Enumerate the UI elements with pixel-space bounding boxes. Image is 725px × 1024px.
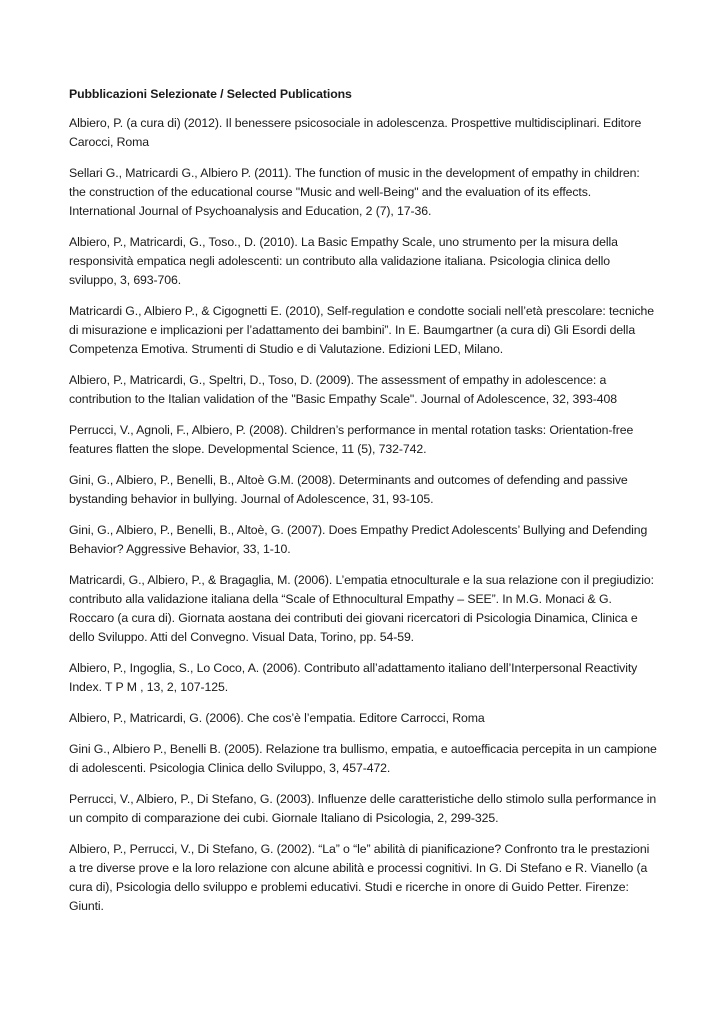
publication-entry: Perrucci, V., Agnoli, F., Albiero, P. (2008). Children’s performance in mental rotation tasks: Orientation-free features flatten the slope. Developmental Science, 11 (5), 732-742. — [69, 423, 634, 456]
publication-entry: Gini G., Albiero P., Benelli B. (2005). Relazione tra bullismo, empatia, e autoefficacia percepita in un campione di adolescenti. Psicologia Clinica dello Sviluppo, 3, 457-472. — [69, 742, 657, 775]
publication-entry: Matricardi, G., Albiero, P., & Bragaglia, M. (2006). L’empatia etnoculturale e la sua relazione con il pregiudizio: contributo alla validazione italiana della “Scale of Ethnocultural Empathy – SEE”. In M.G. Monaci & G. Roccaro (a cura di). Giornata aostana dei contributi dei giovani ricercatori di Psicologia Dinamica, Clinica e dello Sviluppo. Atti del Convegno. Visual Data, Torino, pp. 54-59. — [69, 573, 654, 644]
publication-entry: Gini, G., Albiero, P., Benelli, B., Altoè, G. (2007). Does Empathy Predict Adolescents’ Bullying and Defending Behavior? Aggressive Behavior, 33, 1-10. — [69, 523, 648, 556]
publication-entry: Albiero, P., Ingoglia, S., Lo Coco, A. (2006). Contributo all’adattamento italiano dell’Interpersonal Reactivity Index. T P M , 13, 2, 107-125. — [69, 661, 638, 694]
publication-entry: Albiero, P., Matricardi, G. (2006). Che cos’è l’empatia. Editore Carrocci, Roma — [69, 711, 485, 725]
publication-entry: Albiero, P., Matricardi, G., Speltri, D., Toso, D. (2009). The assessment of empathy in adolescence: a contribution to the Italian validation of the "Basic Empathy Scale". Journal of Adolescence, 32, 393-408 — [69, 373, 617, 406]
publication-entry: Gini, G., Albiero, P., Benelli, B., Altoè G.M. (2008). Determinants and outcomes of defending and passive bystanding behavior in bullying. Journal of Adolescence, 31, 93-105. — [69, 473, 628, 506]
publication-entry: Albiero, P., Matricardi, G., Toso., D. (2010). La Basic Empathy Scale, uno strumento per la misura della responsività empatica negli adolescenti: un contributo alla validazione italiana. Psicologia clinica dello sviluppo, 3, 693-706. — [69, 235, 618, 287]
document-title: Pubblicazioni Selezionate / Selected Publications — [69, 87, 352, 101]
publication-entry: Matricardi G., Albiero P., & Cigognetti E. (2010), Self-regulation e condotte sociali nell’età prescolare: tecniche di misurazione e implicazioni per l’adattamento dei bambini”. In E. Baumgartner (a cura di) Gli Esordi della Competenza Emotiva. Strumenti di Studio e di Valutazione. Edizioni LED, Milano. — [69, 304, 654, 356]
publication-entry: Albiero, P. (a cura di) (2012). Il benessere psicosociale in adolescenza. Prospettive multidisciplinari. Editore Carocci, Roma — [69, 116, 642, 149]
publication-entry: Perrucci, V., Albiero, P., Di Stefano, G. (2003). Influenze delle caratteristiche dello stimolo sulla performance in un compito di comparazione dei cubi. Giornale Italiano di Psicologia, 2, 299-325. — [69, 792, 657, 825]
publication-entry: Albiero, P., Perrucci, V., Di Stefano, G. (2002). “La” o “le” abilità di pianificazione? Confronto tra le prestazioni a tre diverse prove e la loro relazione con alcune abilità e processi cognitivi. In G. Di Stefano e R. Vianello (a cura di), Psicologia dello sviluppo e problemi educativi. Studi e ricerche in onore di Guido Petter. Firenze: Giunti. — [69, 842, 650, 913]
document-page — [69, 84, 659, 928]
publication-list — [69, 114, 659, 916]
publication-entry: Sellari G., Matricardi G., Albiero P. (2011). The function of music in the development of empathy in children: the construction of the educational course "Music and well-Being" and the evaluation of its effects. International Journal of Psychoanalysis and Education, 2 (7), 17-36. — [69, 166, 640, 218]
